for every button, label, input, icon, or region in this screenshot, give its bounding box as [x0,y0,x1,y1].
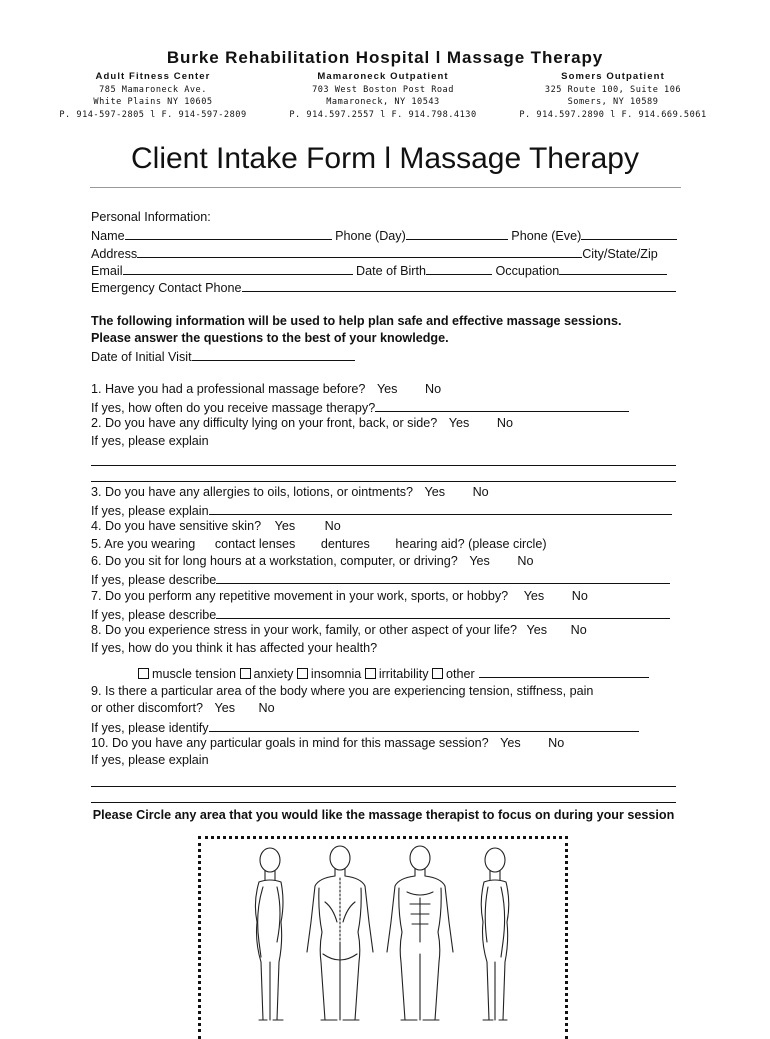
q9-yes[interactable]: Yes [214,701,236,716]
occupation-field[interactable] [559,261,667,275]
q9-line-2: or other discomfort? [91,701,203,716]
phone-day-label: Phone (Day) [335,229,406,244]
q1-no[interactable]: No [424,381,442,396]
location-phone: P. 914.597.2557 l F. 914.798.4130 [289,109,477,120]
q9-follow-field[interactable] [209,718,639,732]
q4-text: 4. Do you have sensitive skin? [91,519,262,534]
location-city: White Plains NY 10605 [93,97,213,108]
name-label: Name [91,229,125,244]
dob-label: Date of Birth [356,263,426,278]
q10-answer-line-1[interactable] [91,774,676,787]
q10-follow: If yes, please explain [91,753,209,768]
q7-no[interactable]: No [571,588,588,603]
q8-no[interactable]: No [570,623,587,638]
q6-follow-row [91,570,691,587]
q2-text: 2. Do you have any difficulty lying on your front, back, or side? [91,416,438,431]
option-muscle-tension: muscle tension [152,666,236,681]
q5-row [91,536,691,553]
q10-no[interactable]: No [548,736,565,751]
emergency-field[interactable] [242,278,676,292]
location-somers [493,71,733,121]
q8-follow: If yes, how do you think it has affected your health? [91,640,378,655]
phone-eve-label: Phone (Eve) [511,229,582,244]
q2-answer-line-1[interactable] [91,453,676,466]
q1-row [91,381,691,398]
location-adult-fitness [33,71,273,121]
location-address: 703 West Boston Post Road [312,84,454,95]
q2-row [91,415,691,432]
q9-row [91,700,691,717]
checkbox-other[interactable] [432,668,443,679]
q6-row [91,553,691,570]
q7-yes[interactable]: Yes [523,588,545,603]
dob-field[interactable] [426,261,492,275]
hospital-title: Burke Rehabilitation Hospital l Massage Therapy [166,48,604,67]
q6-yes[interactable]: Yes [469,554,490,569]
personal-heading: Personal Information: [91,210,211,224]
intro-line-1: The following information will be used to help plan safe and effective massage sessions. [91,313,622,328]
location-name: Mamaroneck Outpatient [317,71,449,82]
q9-no[interactable]: No [258,701,275,716]
title-divider [90,187,681,188]
email-label: Email [91,263,123,278]
q3-follow-field[interactable] [209,501,672,515]
occupation-label: Occupation [495,263,560,278]
body-figure-side-right[interactable] [481,848,509,1020]
body-diagram[interactable] [215,842,545,1024]
q3-follow-row [91,501,691,518]
q10-yes[interactable]: Yes [500,736,521,751]
q9-follow-row [91,718,691,735]
q3-yes[interactable]: Yes [424,484,446,499]
checkbox-muscle-tension[interactable] [138,668,149,679]
q8-yes[interactable]: Yes [526,623,548,638]
checkbox-insomnia[interactable] [297,668,308,679]
q7-text: 7. Do you perform any repetitive movement in your work, sports, or hobby? [91,588,509,603]
form-body [91,209,691,824]
body-figure-side-left[interactable] [255,848,283,1020]
q2-no[interactable]: No [496,416,513,431]
q1-yes[interactable]: Yes [376,381,398,396]
q8-options-row [91,664,691,681]
q6-text: 6. Do you sit for long hours at a workstation, computer, or driving? [91,554,458,569]
q4-no[interactable]: No [324,519,341,534]
q7-row [91,588,691,605]
address-field[interactable] [137,244,582,258]
email-row [91,261,691,278]
q6-follow-field[interactable] [216,570,670,584]
q9-follow: If yes, please identify [91,720,209,735]
name-field[interactable] [125,226,332,240]
option-other: other [446,666,475,681]
q10-answer-line-2[interactable] [91,790,676,803]
q1-follow-row [91,398,691,415]
initial-visit-row [91,347,691,364]
location-city: Mamaroneck, NY 10543 [326,97,440,108]
city-state-zip-label: City/State/Zip [582,246,658,261]
q1-text: 1. Have you had a professional massage before? [91,381,366,396]
initial-visit-label: Date of Initial Visit [91,350,192,365]
q7-follow: If yes, please describe [91,607,217,622]
location-phone: P. 914.597.2890 l F. 914.669.5061 [519,109,707,120]
form-title: Client Intake Form l Massage Therapy [131,142,639,175]
body-figure-front[interactable] [387,846,453,1020]
q1-follow: If yes, how often do you receive massage therapy? [91,400,376,415]
phone-eve-field[interactable] [581,226,677,240]
q5-contact-lenses[interactable]: contact lenses [214,536,296,551]
q2-follow: If yes, please explain [91,433,209,448]
q5-text: 5. Are you wearing [91,536,196,551]
location-address: 785 Mamaroneck Ave. [99,84,207,95]
checkbox-irritability[interactable] [365,668,376,679]
emergency-label: Emergency Contact Phone [91,281,242,296]
option-anxiety: anxiety [253,666,294,681]
q10-row [91,735,691,752]
q5-hearing-aid[interactable]: hearing aid? (please circle) [395,536,547,551]
q8-row [91,622,691,639]
q2-yes[interactable]: Yes [448,416,470,431]
phone-day-field[interactable] [406,226,508,240]
location-address: 325 Route 100, Suite 106 [544,84,682,95]
location-city: Somers, NY 10589 [567,97,659,108]
q7-follow-field[interactable] [216,605,670,619]
q9-line-1: 9. Is there a particular area of the body where you are experiencing tension, stiffness, pain [91,684,594,699]
q6-no[interactable]: No [517,554,534,569]
initial-visit-field[interactable] [192,347,355,361]
q7-follow-row [91,605,691,622]
focus-instruction: Please Circle any area that you would like the massage therapist to focus on during your session [92,807,675,822]
location-name: Somers Outpatient [561,71,665,82]
q8-text: 8. Do you experience stress in your work, family, or other aspect of your life? [91,623,518,638]
location-mamaroneck [263,71,503,121]
email-field[interactable] [123,261,353,275]
location-phone: P. 914-597-2805 l F. 914-597-2809 [59,109,247,120]
q10-text: 10. Do you have any particular goals in mind for this massage session? [91,736,489,751]
q2-answer-line-2[interactable] [91,469,676,482]
intro-line-2: Please answer the questions to the best of your knowledge. [91,331,449,346]
q4-yes[interactable]: Yes [274,519,296,534]
option-irritability: irritability [378,666,429,681]
checkbox-anxiety[interactable] [240,668,251,679]
emergency-row [91,278,691,295]
other-field[interactable] [479,664,649,678]
q5-dentures[interactable]: dentures [320,536,370,551]
q3-no[interactable]: No [472,484,489,499]
address-row [91,244,691,261]
location-name: Adult Fitness Center [95,71,211,82]
q4-row [91,518,691,535]
q1-follow-field[interactable] [375,398,629,412]
q3-follow: If yes, please explain [91,504,209,519]
body-figure-back[interactable] [307,846,373,1020]
option-insomnia: insomnia [310,666,362,681]
name-phone-row [91,226,691,243]
address-label: Address [91,246,138,261]
q3-text: 3. Do you have any allergies to oils, lotions, or ointments? [91,484,414,499]
q6-follow: If yes, please describe [91,573,217,588]
q3-row [91,484,691,501]
